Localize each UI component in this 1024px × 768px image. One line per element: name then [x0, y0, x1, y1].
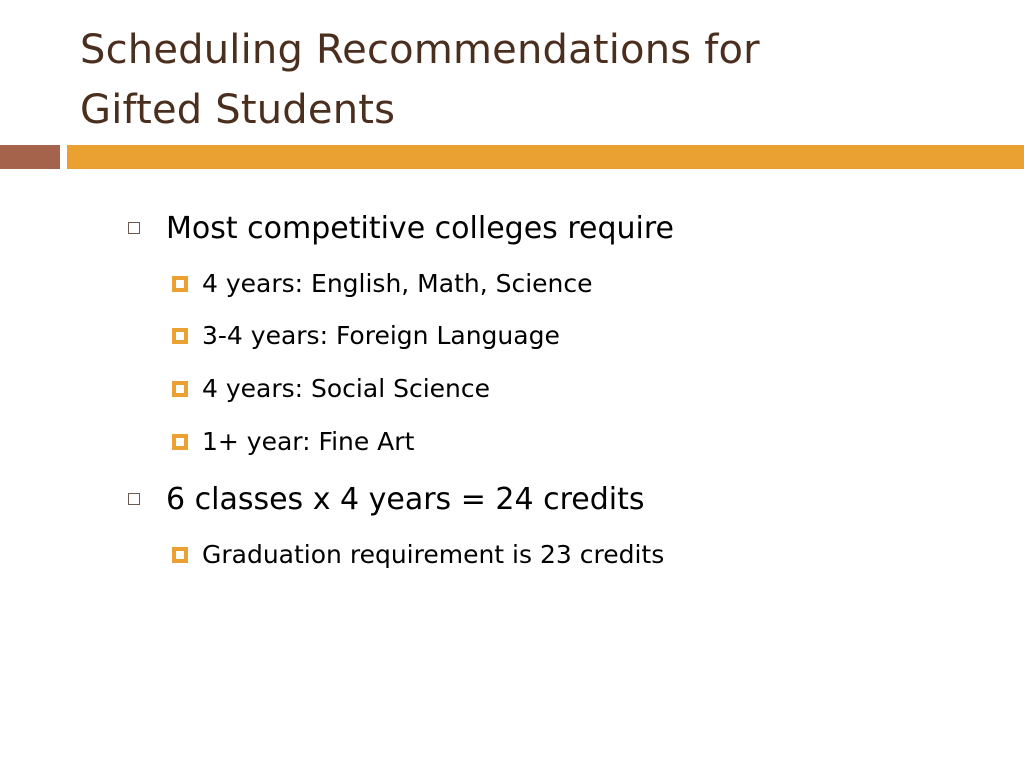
bullet-text: Most competitive colleges require [166, 211, 674, 246]
sub-bullet-text: 4 years: Social Science [202, 374, 491, 403]
bullet-text: 6 classes x 4 years = 24 credits [166, 482, 645, 517]
square-bullet-icon [172, 381, 188, 397]
square-bullet-icon [172, 547, 188, 563]
hollow-square-bullet-icon [128, 493, 140, 505]
square-bullet-icon [172, 434, 188, 450]
slide-title-line-1: Scheduling Recommendations for [80, 27, 760, 73]
hollow-square-bullet-icon [128, 222, 140, 234]
slide-title-line-2: Gifted Students [80, 87, 396, 133]
sub-bullet-text: Graduation requirement is 23 credits [202, 540, 665, 569]
sub-bullet-text: 3-4 years: Foreign Language [202, 321, 560, 350]
square-bullet-icon [172, 328, 188, 344]
sub-bullet-text: 4 years: English, Math, Science [202, 269, 593, 298]
square-bullet-icon [172, 276, 188, 292]
sub-bullet-text: 1+ year: Fine Art [202, 427, 415, 456]
